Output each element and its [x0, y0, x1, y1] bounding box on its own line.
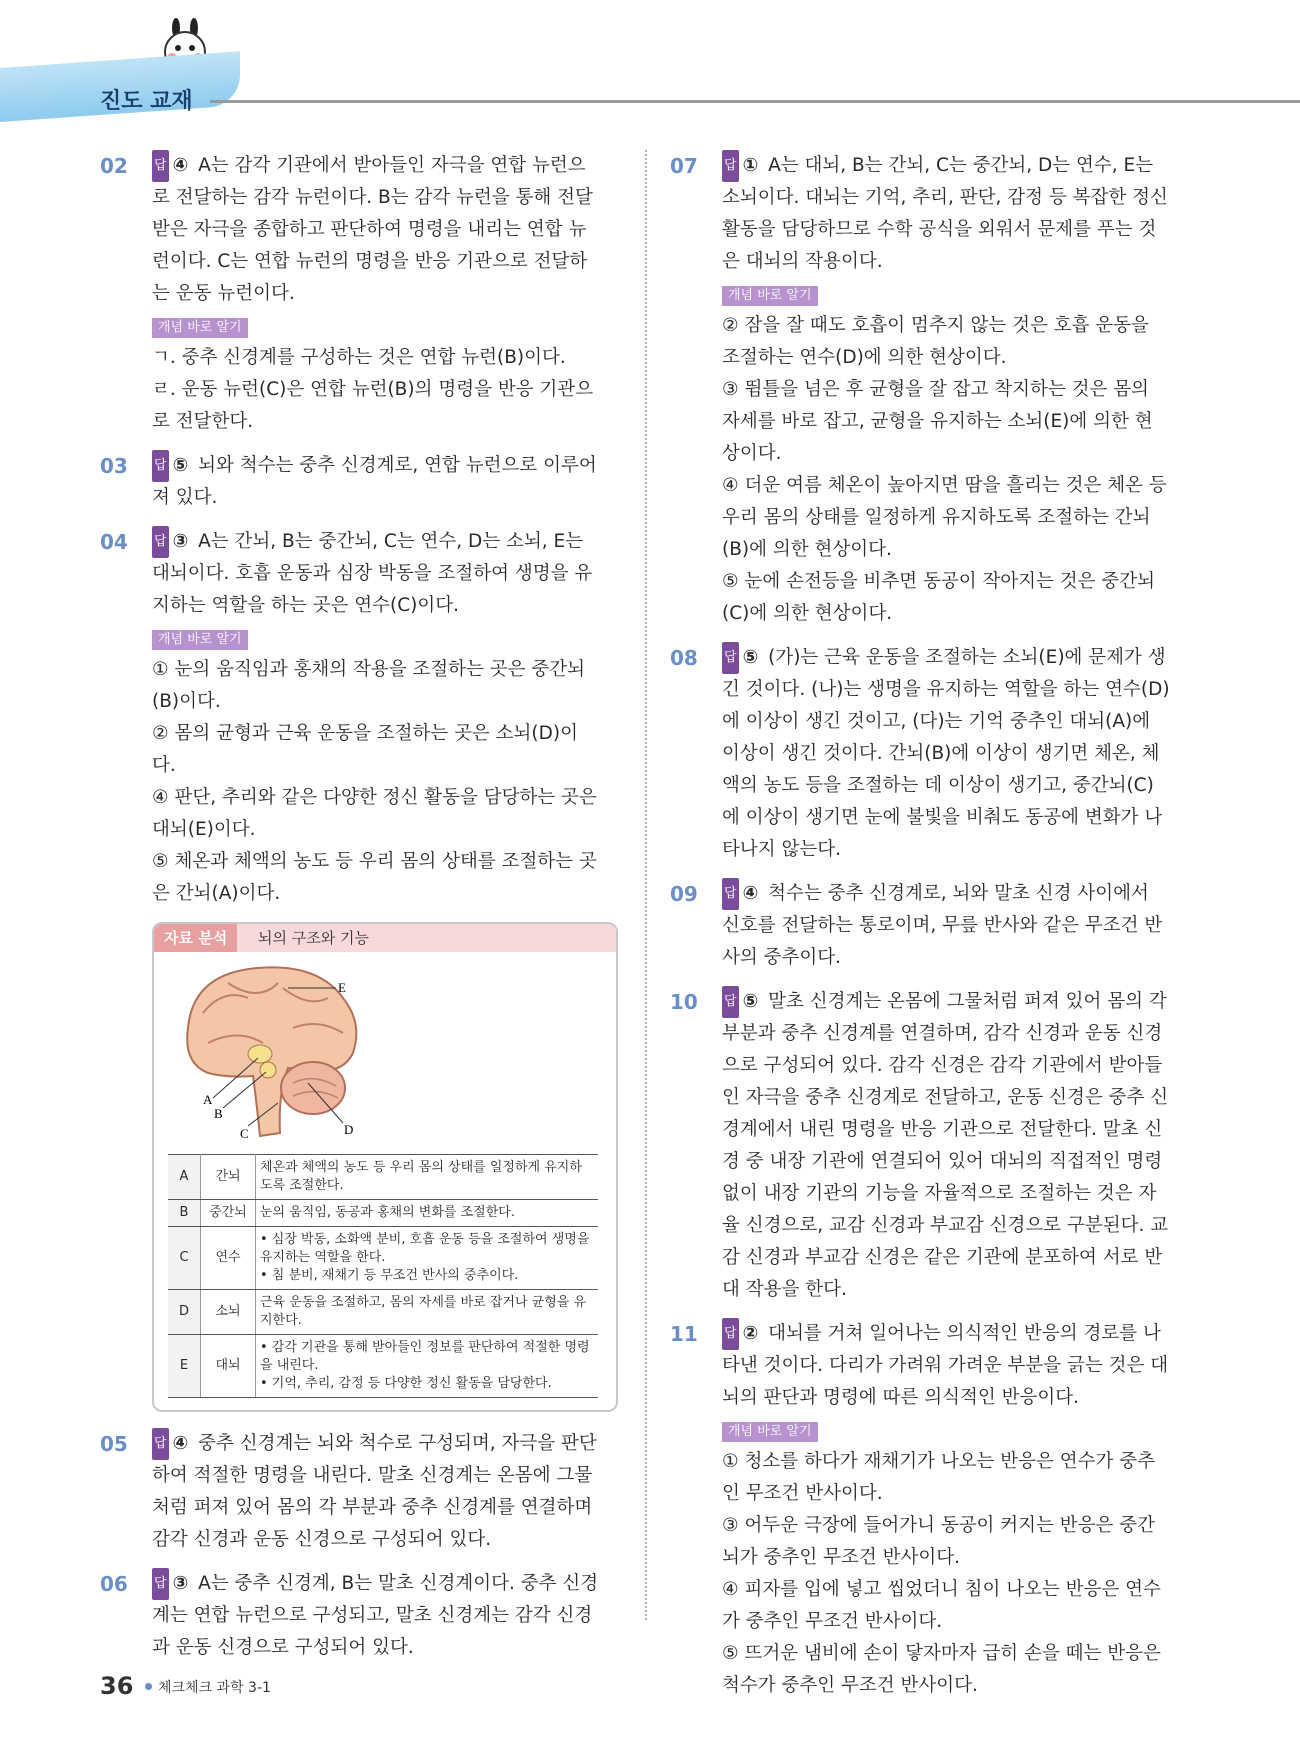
question-07 — [670, 150, 1170, 630]
concept-badge: 개념 바로 알기 — [722, 1422, 818, 1442]
question-05 — [100, 1428, 600, 1556]
sub-item: ④ 피자를 입에 넣고 씹었더니 침이 나오는 반응은 연수가 중추인 무조건 반사이다. — [722, 1579, 1161, 1632]
row-key: E — [168, 1335, 201, 1398]
answer: ④ — [172, 1433, 189, 1454]
answer: ⑤ — [742, 991, 759, 1012]
answer: ③ — [172, 531, 189, 552]
label-a: A — [203, 1092, 213, 1107]
book-title: 체크체크 과학 3-1 — [158, 1680, 271, 1696]
right-column — [670, 150, 1170, 1714]
row-name: 대뇌 — [201, 1335, 256, 1398]
label-c: C — [240, 1126, 249, 1141]
question-number: 04 — [100, 530, 128, 554]
answer-icon: 답 — [722, 878, 739, 910]
row-key: D — [168, 1290, 201, 1335]
page-number: 36 — [100, 1672, 134, 1700]
row-desc — [256, 1200, 599, 1227]
explanation: 말초 신경계는 온몸에 그물처럼 퍼져 있어 몸의 각 부분과 중추 신경계를 연결하며, 감각 신경과 운동 신경으로 구성되어 있다. 감각 신경은 감각 기관에서 받아들인 자극을 중추 신경계로 전달하고, 운동 신경은 중추 신경계에서 내린 명령을 반응 기관으로 전달한다. 말초 신경 중 내장 기관에 연결되어 있어 대뇌의 직접적인 명령 없이 내장 기관의 기능을 자율적으로 조절하는 것은 자율 신경으로, 교감 신경과 부교감 신경으로 구분된다. 교감 신경과 부교감 신경은 같은 기관에 분포하여 서로 반대 작용을 한다. — [722, 991, 1169, 1300]
question-number: 08 — [670, 646, 698, 670]
sub-item: ④ 더운 여름 체온이 높아지면 땀을 흘리는 것은 체온 등 우리 몸의 상태를 일정하게 유지하도록 조절하는 간뇌(B)에 의한 현상이다. — [722, 475, 1167, 560]
question-09 — [670, 878, 1170, 974]
answer-icon: 답 — [722, 1318, 739, 1350]
table-row — [168, 1155, 598, 1200]
row-name: 소뇌 — [201, 1290, 256, 1335]
row-desc — [256, 1155, 599, 1200]
sub-item: ① 눈의 움직임과 홍채의 작용을 조절하는 곳은 중간뇌(B)이다. — [152, 659, 586, 712]
explanation: A는 중추 신경계, B는 말초 신경계이다. 중추 신경계는 연합 뉴런으로 구성되고, 말초 신경계는 감각 신경과 운동 신경으로 구성되어 있다. — [152, 1573, 599, 1658]
label-b: B — [214, 1106, 223, 1121]
row-desc-line: • 감각 기관을 통해 받아들인 정보를 판단하여 적절한 명령을 내린다. — [260, 1340, 590, 1373]
concept-badge: 개념 바로 알기 — [722, 286, 818, 306]
row-desc-line: • 침 분비, 재채기 등 무조건 반사의 중추이다. — [260, 1268, 519, 1283]
explanation: (가)는 근육 운동을 조절하는 소뇌(E)에 문제가 생긴 것이다. (나)는 생명을 유지하는 역할을 하는 연수(D)에 이상이 생긴 것이고, (다)는 기억 중추인 대뇌(A)에 이상이 생긴 것이다. 간뇌(B)에 이상이 생기면 체온, 체액의 농도 등을 조절하는 데 이상이 생기고, 중간뇌(C)에 이상이 생기면 눈에 불빛을 비춰도 동공에 변화가 나타나지 않는다. — [722, 647, 1170, 860]
explanation: 척수는 중추 신경계로, 뇌와 말초 신경 사이에서 신호를 전달하는 통로이며, 무릎 반사와 같은 무조건 반사의 중추이다. — [722, 883, 1163, 968]
analysis-header — [154, 924, 616, 952]
column-divider — [645, 150, 647, 1620]
explanation: 대뇌를 거쳐 일어나는 의식적인 반응의 경로를 나타낸 것이다. 다리가 가려워 가려운 부분을 긁는 것은 대뇌의 판단과 명령에 따른 의식적인 반응이다. — [722, 1323, 1169, 1408]
sub-item: ③ 뜀틀을 넘은 후 균형을 잘 잡고 착지하는 것은 몸의 자세를 바로 잡고, 균형을 유지하는 소뇌(E)에 의한 현상이다. — [722, 379, 1153, 464]
question-02 — [100, 150, 600, 438]
question-number: 02 — [100, 154, 128, 178]
label-d: D — [344, 1122, 354, 1137]
explanation: A는 간뇌, B는 중간뇌, C는 연수, D는 소뇌, E는 대뇌이다. 호흡 운동과 심장 박동을 조절하여 생명을 유지하는 역할을 하는 곳은 연수(C)이다. — [152, 531, 593, 616]
answer-icon: 답 — [152, 1428, 169, 1460]
answer: ④ — [742, 883, 759, 904]
answer: ⑤ — [742, 647, 759, 668]
row-name: 간뇌 — [201, 1155, 256, 1200]
analysis-title: 뇌의 구조와 기능 — [258, 929, 369, 947]
header-rule — [210, 100, 1300, 103]
explanation: A는 대뇌, B는 간뇌, C는 중간뇌, D는 연수, E는 소뇌이다. 대뇌는 기억, 추리, 판단, 감정 등 복잡한 정신 활동을 담당하므로 수학 공식을 외워서 문제를 푸는 것은 대뇌의 작용이다. — [722, 155, 1168, 272]
answer-icon: 답 — [722, 986, 739, 1018]
question-03 — [100, 450, 600, 514]
question-number: 10 — [670, 990, 698, 1014]
sub-item: ② 몸의 균형과 근육 운동을 조절하는 곳은 소뇌(D)이다. — [152, 723, 578, 776]
row-desc-line: 눈의 움직임, 동공과 홍채의 변화를 조절한다. — [260, 1205, 515, 1220]
question-number: 09 — [670, 882, 698, 906]
answer-icon: 답 — [152, 526, 169, 558]
row-key: B — [168, 1200, 201, 1227]
label-e: E — [338, 980, 346, 995]
answer: ⑤ — [172, 455, 189, 476]
table-row — [168, 1200, 598, 1227]
table-row — [168, 1335, 598, 1398]
row-desc — [256, 1227, 599, 1290]
row-desc-line: 근육 운동을 조절하고, 몸의 자세를 바로 잡거나 균형을 유지한다. — [260, 1295, 587, 1328]
explanation: A는 감각 기관에서 받아들인 자극을 연합 뉴런으로 전달하는 감각 뉴런이다. B는 감각 뉴런을 통해 전달받은 자극을 종합하고 판단하여 명령을 내리는 연합 뉴런이다. C는 연합 뉴런의 명령을 반응 기관으로 전달하는 운동 뉴런이다. — [152, 155, 593, 304]
sub-item: ⑤ 체온과 체액의 농도 등 우리 몸의 상태를 조절하는 곳은 간뇌(A)이다. — [152, 851, 597, 904]
answer: ④ — [172, 155, 189, 176]
left-column — [100, 150, 600, 1676]
footer-bullet-icon — [145, 1683, 152, 1690]
explanation: 뇌와 척수는 중추 신경계로, 연합 뉴런으로 이루어져 있다. — [152, 455, 597, 508]
answer-icon: 답 — [722, 642, 739, 674]
question-number: 05 — [100, 1432, 128, 1456]
answer-icon: 답 — [152, 450, 169, 482]
sub-item: ② 잠을 잘 때도 호흡이 멈추지 않는 것은 호흡 운동을 조절하는 연수(D)에 의한 현상이다. — [722, 315, 1149, 368]
question-04 — [100, 526, 600, 910]
page-section-title: 진도 교재 — [100, 89, 193, 114]
sub-item: ⑤ 눈에 손전등을 비추면 동공이 작아지는 것은 중간뇌(C)에 의한 현상이다. — [722, 571, 1156, 624]
question-number: 03 — [100, 454, 128, 478]
answer-icon: 답 — [152, 1568, 169, 1600]
answer-icon: 답 — [722, 150, 739, 182]
concept-badge: 개념 바로 알기 — [152, 630, 248, 650]
answer: ② — [742, 1323, 759, 1344]
question-number: 07 — [670, 154, 698, 178]
question-10 — [670, 986, 1170, 1306]
question-06 — [100, 1568, 600, 1664]
sub-item: ⑤ 뜨거운 냄비에 손이 닿자마자 급히 손을 떼는 반응은 척수가 중추인 무조건 반사이다. — [722, 1643, 1161, 1696]
sub-item: ㄹ. 운동 뉴런(C)은 연합 뉴런(B)의 명령을 반응 기관으로 전달한다. — [152, 379, 594, 432]
row-name: 연수 — [201, 1227, 256, 1290]
row-key: A — [168, 1155, 201, 1200]
row-desc — [256, 1290, 599, 1335]
answer: ① — [742, 155, 759, 176]
row-desc-line: • 심장 박동, 소화액 분비, 호흡 운동 등을 조절하여 생명을 유지하는 역할을 한다. — [260, 1232, 590, 1265]
row-desc-line: 체온과 체액의 농도 등 우리 몸의 상태를 일정하게 유지하도록 조절한다. — [260, 1160, 582, 1193]
answer-icon: 답 — [152, 150, 169, 182]
row-name: 중간뇌 — [201, 1200, 256, 1227]
answer: ③ — [172, 1573, 189, 1594]
sub-item: ④ 판단, 추리와 같은 다양한 정신 활동을 담당하는 곳은 대뇌(E)이다. — [152, 787, 597, 840]
question-number: 11 — [670, 1322, 698, 1346]
sub-item: ① 청소를 하다가 재채기가 나오는 반응은 연수가 중추인 무조건 반사이다. — [722, 1451, 1156, 1504]
sub-item: ㄱ. 중추 신경계를 구성하는 것은 연합 뉴런(B)이다. — [152, 347, 566, 368]
table-row — [168, 1227, 598, 1290]
data-analysis-box — [152, 922, 618, 1412]
sub-item: ③ 어두운 극장에 들어가니 동공이 커지는 반응은 중간뇌가 중추인 무조건 반사이다. — [722, 1515, 1156, 1568]
brain-function-table — [168, 1154, 598, 1398]
row-desc-line: • 기억, 추리, 감정 등 다양한 정신 활동을 담당한다. — [260, 1376, 552, 1391]
question-08 — [670, 642, 1170, 866]
explanation: 중추 신경계는 뇌와 척수로 구성되며, 자극을 판단하여 적절한 명령을 내린다. 말초 신경계는 온몸에 그물처럼 퍼져 있어 몸의 각 부분과 중추 신경계를 연결하며 감각 신경과 운동 신경으로 구성되어 있다. — [152, 1433, 597, 1550]
concept-badge: 개념 바로 알기 — [152, 318, 248, 338]
brain-diagram — [168, 958, 408, 1148]
analysis-tag: 자료 분석 — [154, 924, 237, 952]
table-row — [168, 1290, 598, 1335]
row-key: C — [168, 1227, 201, 1290]
row-desc — [256, 1335, 599, 1398]
question-number: 06 — [100, 1572, 128, 1596]
question-11 — [670, 1318, 1170, 1702]
